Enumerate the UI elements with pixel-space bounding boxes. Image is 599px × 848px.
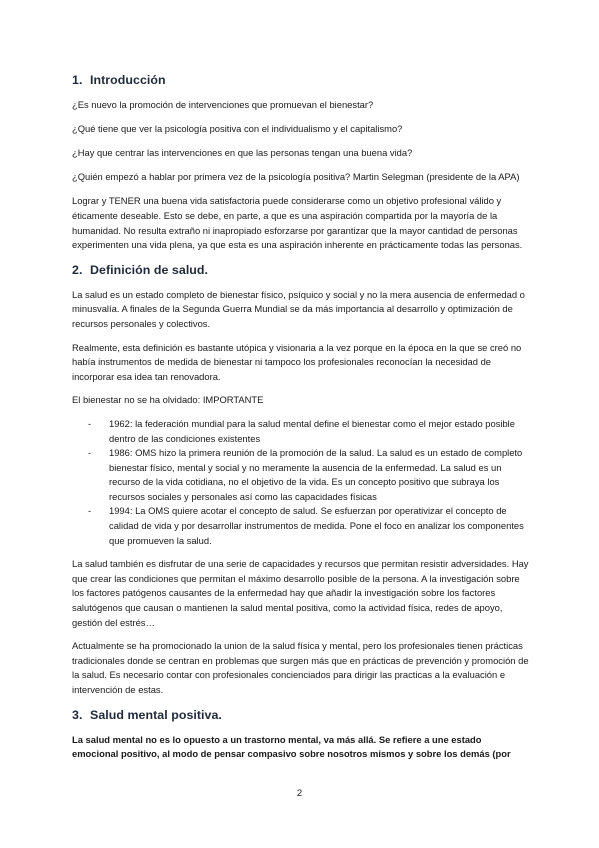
definition-paragraph-3: El bienestar no se ha olvidado: IMPORTANTE: [72, 394, 264, 406]
question-1: ¿Es nuevo la promoción de intervenciones que promuevan el bienestar?: [72, 99, 374, 110]
section-title: Salud mental positiva.: [90, 707, 222, 722]
list-dash: -: [88, 505, 92, 517]
section-number: 2.: [72, 262, 83, 277]
milestones-list: [72, 417, 529, 548]
list-item: [72, 417, 529, 446]
question-4: ¿Quién empezó a hablar por primera vez de la psicología positiva? Martin Selegman (presidente de la APA): [72, 171, 520, 183]
section-number: 3.: [72, 707, 83, 722]
list-item: [72, 504, 529, 548]
section-heading-salud-mental-positiva: [72, 707, 529, 723]
question-3: ¿Hay que centrar las intervenciones en que las personas tengan una buena vida?: [72, 147, 413, 159]
definition-paragraph-4: La salud también es disfrutar de una serie de capacidades y recursos que permitan resistir adversidades. Hay que crear las condiciones que permitan el máximo desarrollo posible de la persona. A la investigación sobre los factores patógenos causantes de la enfermedad hay que añadir la investigación sobre los factores salutógenos que causan o mantienen la salud mental positiva, como la actividad física, redes de apoyo, gestión del estrés…: [72, 558, 529, 628]
intro-paragraph: Lograr y TENER una buena vida satisfactoria puede considerarse como un objetivo profesional válido y éticamente deseable. Esto se debe, en parte, a que es una aspiración compartida por la mayoría de la humanidad. No resulta extraño ni inapropiado esforzarse por garantizar que la mayor cantidad de personas experimenten una vida plena, ya que esta es una aspiración inherente en prácticamente todas las personas.: [72, 195, 523, 251]
page-number: 2: [296, 788, 303, 799]
section-title: Introducción: [90, 73, 166, 87]
list-item-text: 1962: la federación mundial para la salud mental define el bienestar como el mejor estado posible dentro de las condiciones existentes: [109, 417, 515, 444]
list-item-text: 1986: OMS hizo la primera reunión de la promoción de la salud. La salud es un estado de completo bienestar físico, mental y social y no meramente la ausencia de la enfermedad. La salud es un recurso de la vida cotidiana, no el objetivo de la vida. Es un concepto positivo que subraya los recursos sociales y personales así como las capacidades físicas: [109, 447, 523, 502]
section-heading-definicion: [72, 262, 529, 278]
positive-paragraph-1: La salud mental no es lo opuesto a un trastorno mental, va más allá. Se refiere a une estado emocional positivo, al modo de pensar compasivo sobre nosotros mismos y sobre los demás (por: [72, 733, 511, 760]
definition-paragraph-1: La salud es un estado completo de bienestar físico, psíquico y social y no la mera ausencia de enfermedad o minusvalía. A finales de la Segunda Guerra Mundial se da más importancia al desarrollo y optimización de recursos personales y colectivos.: [72, 288, 525, 329]
section-title: Definición de salud.: [90, 262, 209, 277]
definition-paragraph-5: Actualmente se ha promocionado la union de la salud física y mental, pero los profesionales tienen prácticas tradicionales donde se centran en problemas que surgen más que en prácticas de prevención y promoción de la salud. Es necesario contar con profesionales concienciados para dirigir las practicas a la evaluación e intervención de estas.: [72, 640, 529, 695]
question-2: ¿Qué tiene que ver la psicología positiva con el individualismo y el capitalismo?: [72, 123, 403, 135]
section-number: 1.: [72, 73, 83, 87]
list-dash: -: [88, 447, 92, 459]
section-heading-introduccion: [72, 72, 529, 88]
list-dash: -: [88, 417, 92, 429]
list-item: [72, 446, 529, 504]
definition-paragraph-2: Realmente, esta definición es bastante utópica y visionaria a la vez porque en la época en la que se creó no había instrumentos de medida de bienestar ni tampoco los profesionales reconocían la necesidad de incorporar esa idea tan renovadora.: [72, 341, 522, 382]
list-item-text: 1994: La OMS quiere acotar el concepto de salud. Se esfuerzan por operativizar el concepto de calidad de vida y por desarrollar instrumentos de medida. Pone el foco en analizar los componentes que promueven la salud.: [109, 505, 524, 546]
